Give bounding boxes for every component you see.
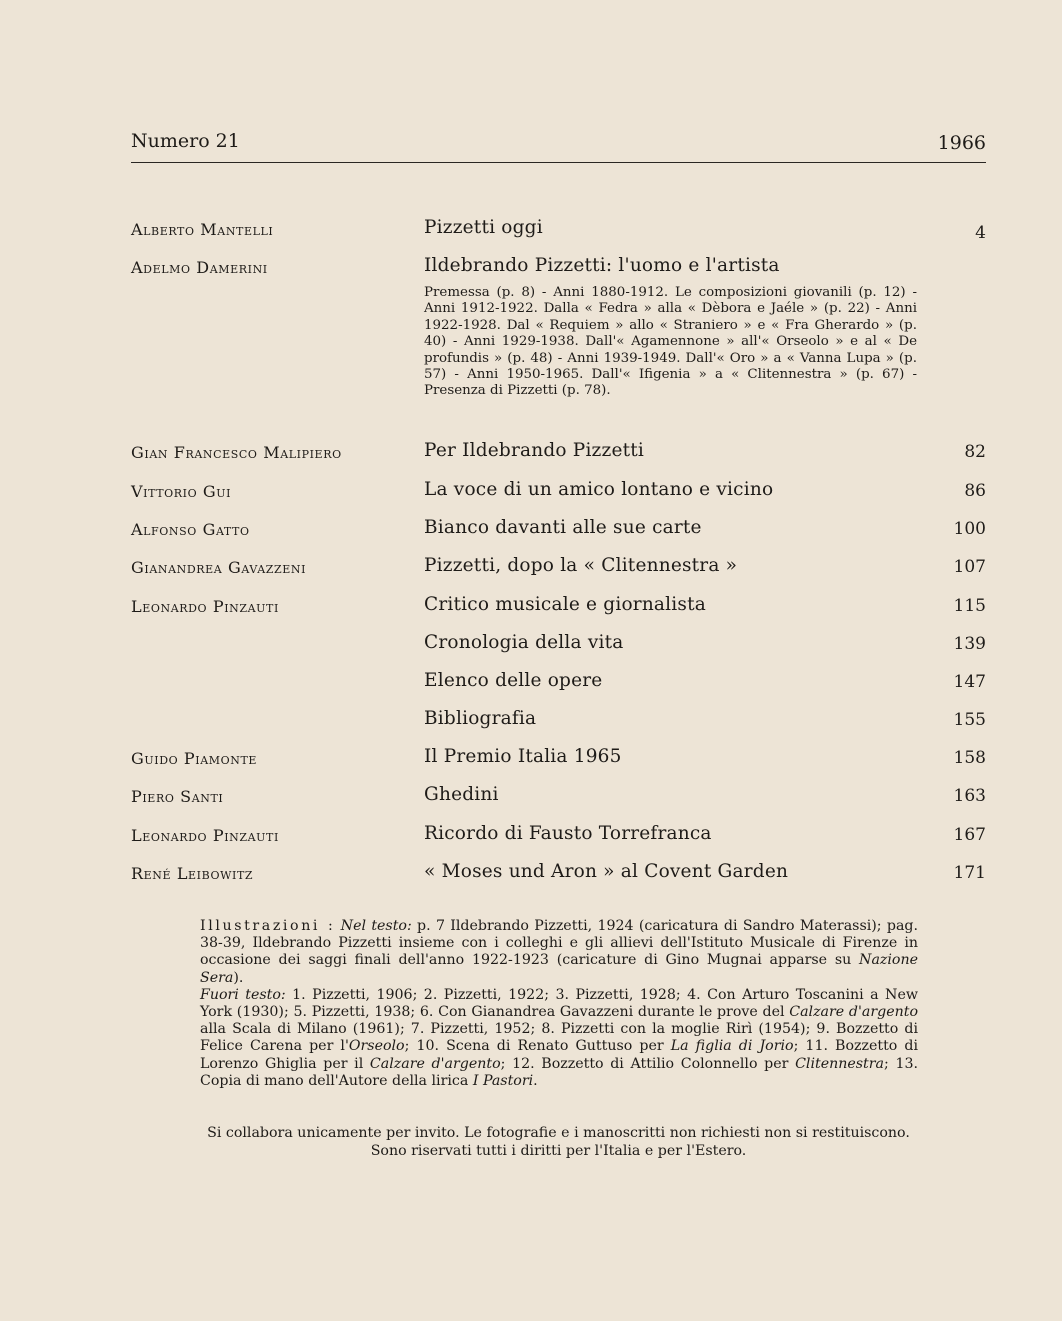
toc-author: Gian Francesco Malipiero <box>131 443 342 462</box>
toc-title: Ildebrando Pizzetti: l'uomo e l'artista <box>424 255 780 276</box>
toc-author: Guido Piamonte <box>131 749 258 768</box>
page-header <box>131 128 986 163</box>
issue-year: 1966 <box>937 132 986 154</box>
illustrations-text: ; 12. Bozzetto di Attilio Colonnello per <box>500 1055 789 1072</box>
toc-author: Piero Santi <box>131 787 224 806</box>
toc-title: Cronologia della vita <box>424 632 624 653</box>
toc-page: 100 <box>953 519 986 539</box>
toc-author: Leonardo Pinzauti <box>131 597 279 616</box>
toc-author: Alberto Mantelli <box>131 220 274 239</box>
toc-page: 167 <box>953 825 986 845</box>
toc-author: Gianandrea Gavazzeni <box>131 558 307 577</box>
work-title: I Pastori <box>472 1072 534 1089</box>
nel-testo-label: Nel testo: <box>340 918 412 934</box>
work-title: Calzare d'argento <box>369 1055 501 1072</box>
toc-title: Bibliografia <box>424 708 537 729</box>
toc-page: 107 <box>953 557 986 577</box>
toc-page: 163 <box>953 786 986 806</box>
toc-page: 115 <box>953 596 986 616</box>
toc-page: 4 <box>975 223 986 243</box>
toc-title: Bianco davanti alle sue carte <box>424 517 702 538</box>
toc-title: « Moses und Aron » al Covent Garden <box>424 861 789 882</box>
footer-note-line1: Si collabora unicamente per invito. Le fotografie e i manoscritti non richiesti non si restituiscono. <box>207 1125 910 1141</box>
illustrations-text: . <box>533 1072 538 1089</box>
illustrations-text: ; 13. Copia di mano dell'Autore della lirica <box>200 1055 919 1089</box>
work-title: Nazione Sera <box>200 952 919 986</box>
illustrations-note <box>200 918 918 1090</box>
toc-author: Adelmo Damerini <box>131 258 268 277</box>
toc-page: 171 <box>953 863 986 883</box>
issue-number: Numero 21 <box>131 130 240 152</box>
footer-note <box>131 1125 986 1160</box>
toc-title: La voce di un amico lontano e vicino <box>424 479 774 500</box>
toc-title: Ricordo di Fausto Torrefranca <box>424 823 712 844</box>
toc-author: Leonardo Pinzauti <box>131 826 279 845</box>
toc-author: Vittorio Gui <box>131 482 232 501</box>
toc-page: 155 <box>953 710 986 730</box>
toc-title: Ghedini <box>424 784 499 805</box>
illustrations-text: alla Scala di Milano (1961); 7. Pizzetti, 1952; 8. Pizzetti con la moglie Rirì (1954); 9. Bozzetto di Felice Carena per l' <box>200 1021 918 1055</box>
toc-title: Pizzetti oggi <box>424 217 543 238</box>
work-title: Orseolo <box>348 1038 405 1055</box>
illustrations-text: ; 11. Bozzetto di Lorenzo Ghiglia per il <box>200 1038 918 1072</box>
toc-page: 82 <box>964 442 986 462</box>
toc-page: 86 <box>964 481 986 501</box>
toc-author: Alfonso Gatto <box>131 520 250 539</box>
illustrations-text: p. 7 Ildebrando Pizzetti, 1924 (caricatura di Sandro Materassi); pag. 38-39, Ildebrando Pizzetti insieme con i colleghi e gli allievi dell'Istituto Musicale di Firenze in occasione dei saggi finali dell'anno 1922-1923 (caricature di Gino Mugnai apparse su <box>200 918 919 969</box>
illustrations-label: Illustrazioni : <box>200 918 336 934</box>
toc-page: 139 <box>953 634 986 654</box>
toc-author: René Leibowitz <box>131 864 254 883</box>
work-title: Clitennestra <box>795 1055 884 1072</box>
toc-title: Pizzetti, dopo la « Clitennestra » <box>424 555 738 576</box>
fuori-testo-label: Fuori testo: <box>200 986 286 1003</box>
toc-title: Critico musicale e giornalista <box>424 594 706 615</box>
illustrations-text: ). <box>233 969 244 986</box>
toc-title: Il Premio Italia 1965 <box>424 746 622 767</box>
illustrations-text: 1. Pizzetti, 1906; 2. Pizzetti, 1922; 3. Pizzetti, 1928; 4. Con Arturo Toscanini a New York (1930); 5. Pizzetti, 1938; 6. Con Gianandrea Gavazzeni durante le prove del <box>200 986 918 1021</box>
toc-subsections: Premessa (p. 8) - Anni 1880-1912. Le composizioni giovanili (p. 12) - Anni 1912-1922. Dalla « Fedra » alla « Dèbora e Jaéle » (p. 22) - Anni 1922-1928. Dal « Requiem » allo « Straniero » e « Fra Gherardo » (p. 40) - Anni 1929-1938. Dall'« Agamennone » all'« Orseolo » e al « De profundis » (p. 48) - Anni 1939-1949. Dall'« Oro » a « Vanna Lupa » (p. 57) - Anni 1950-1965. Dall'« Ifigenia » a « Clitennestra » (p. 67) - Presenza di Pizzetti (p. 78). <box>424 285 917 399</box>
work-title: Calzare d'argento <box>789 1004 918 1021</box>
illustrations-text: ; 10. Scena di Renato Guttuso per <box>404 1038 664 1055</box>
toc-page: 147 <box>953 672 986 692</box>
toc-title: Elenco delle opere <box>424 670 603 691</box>
toc-title: Per Ildebrando Pizzetti <box>424 440 644 461</box>
toc-page: 158 <box>953 748 986 768</box>
work-title: La figlia di Jorio <box>670 1038 794 1055</box>
footer-note-line2: Sono riservati tutti i diritti per l'Italia e per l'Estero. <box>370 1142 747 1159</box>
